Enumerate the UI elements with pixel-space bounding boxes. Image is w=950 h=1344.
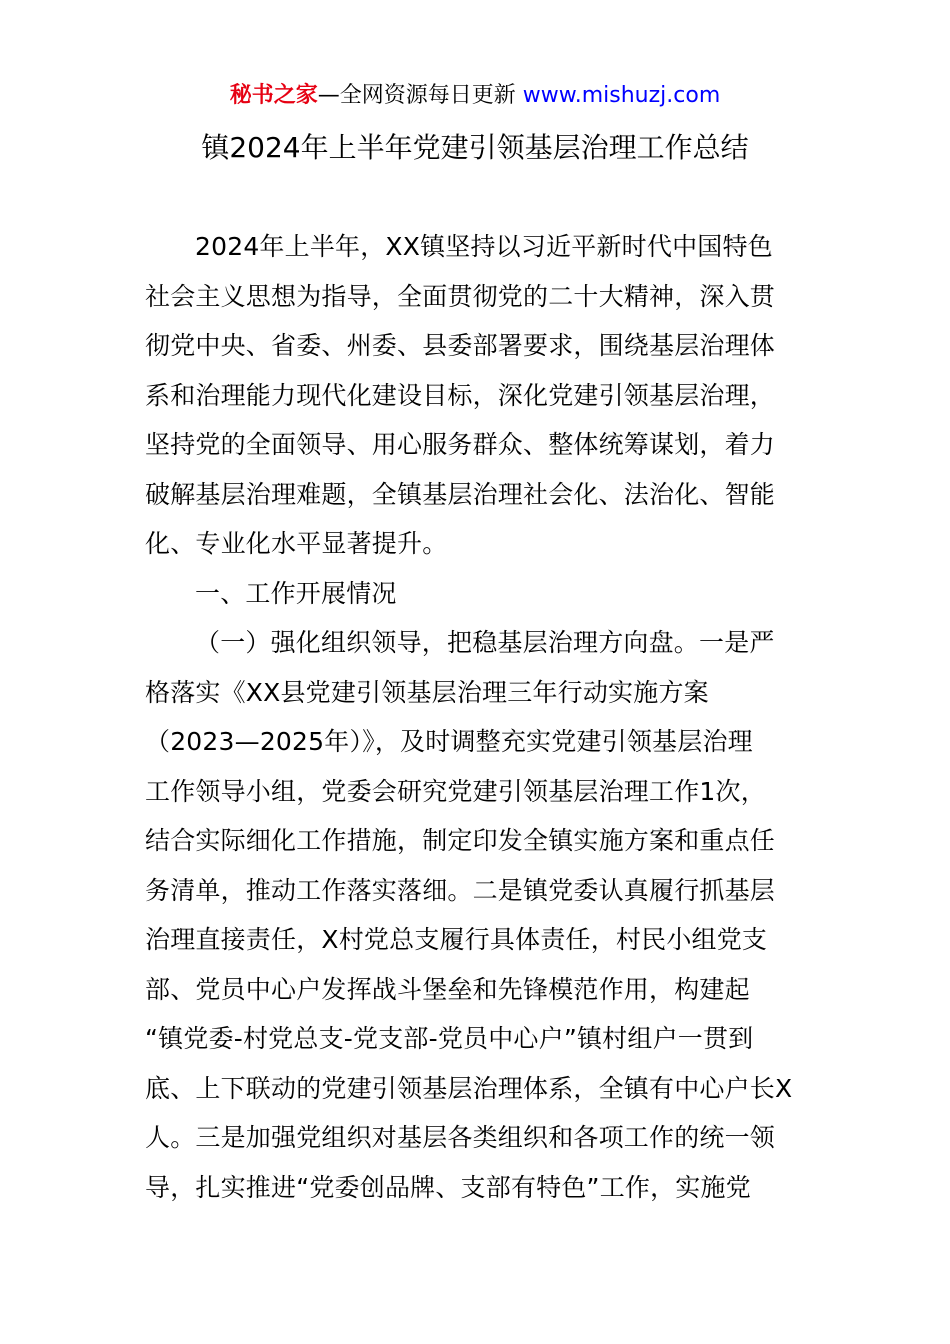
site-banner: [0, 80, 950, 112]
paragraph-line: 坚持党的全面领导、用心服务群众、整体统筹谋划，着力: [145, 430, 776, 459]
paragraph-line: “镇党委-村党总支-党支部-党员中心户”镇村组户一贯到: [145, 1024, 754, 1053]
paragraph-line: 底、上下联动的党建引领基层治理体系，全镇有中心户长X: [145, 1073, 793, 1103]
paragraph-line: 导，扎实推进“党委创品牌、支部有特色”工作，实施党: [145, 1172, 751, 1202]
paragraph-line: 格落实《XX县党建引领基层治理三年行动实施方案: [145, 677, 709, 707]
paragraph-line: 部、党员中心户发挥战斗堡垒和先锋模范作用，构建起: [145, 974, 750, 1004]
paragraph-line: 治理直接责任，X村党总支履行具体责任，村民小组党支: [145, 925, 768, 954]
paragraph-line: 结合实际细化工作措施，制定印发全镇实施方案和重点任: [145, 826, 776, 855]
document-body: [145, 227, 807, 1217]
paragraph-line: 破解基层治理难题，全镇基层治理社会化、法治化、智能: [145, 479, 776, 509]
paragraph-line: 系和治理能力现代化建设目标，深化党建引领基层治理，: [145, 380, 776, 410]
banner-tagline: —全网资源每日更新: [317, 83, 516, 108]
paragraph-line: （一）强化组织领导，把稳基层治理方向盘。一是严: [195, 628, 775, 657]
paragraph-line: 人。三是加强党组织对基层各类组织和各项工作的统一领: [145, 1123, 776, 1152]
paragraph-line: 2024年上半年，XX镇坚持以习近平新时代中国特色: [195, 232, 773, 261]
paragraph-line: 务清单，推动工作落实落细。二是镇党委认真履行抓基层: [145, 875, 776, 905]
brand-name: 秘书之家: [229, 83, 318, 108]
site-url-link[interactable]: www.mishuzj.com: [522, 83, 721, 108]
paragraph-line: 化、专业化水平显著提升。: [145, 529, 448, 558]
paragraph-line: （2023—2025年）》，及时调整充实党建引领基层治理: [145, 727, 753, 756]
paragraph-line: 社会主义思想为指导，全面贯彻党的二十大精神，深入贯: [145, 281, 776, 311]
section-heading: 一、工作开展情况: [195, 578, 397, 608]
document-title: 镇2024年上半年党建引领基层治理工作总结: [201, 131, 749, 164]
paragraph-line: 工作领导小组，党委会研究党建引领基层治理工作1次，: [145, 776, 766, 806]
paragraph-line: 彻党中央、省委、州委、县委部署要求，围绕基层治理体: [145, 331, 776, 360]
